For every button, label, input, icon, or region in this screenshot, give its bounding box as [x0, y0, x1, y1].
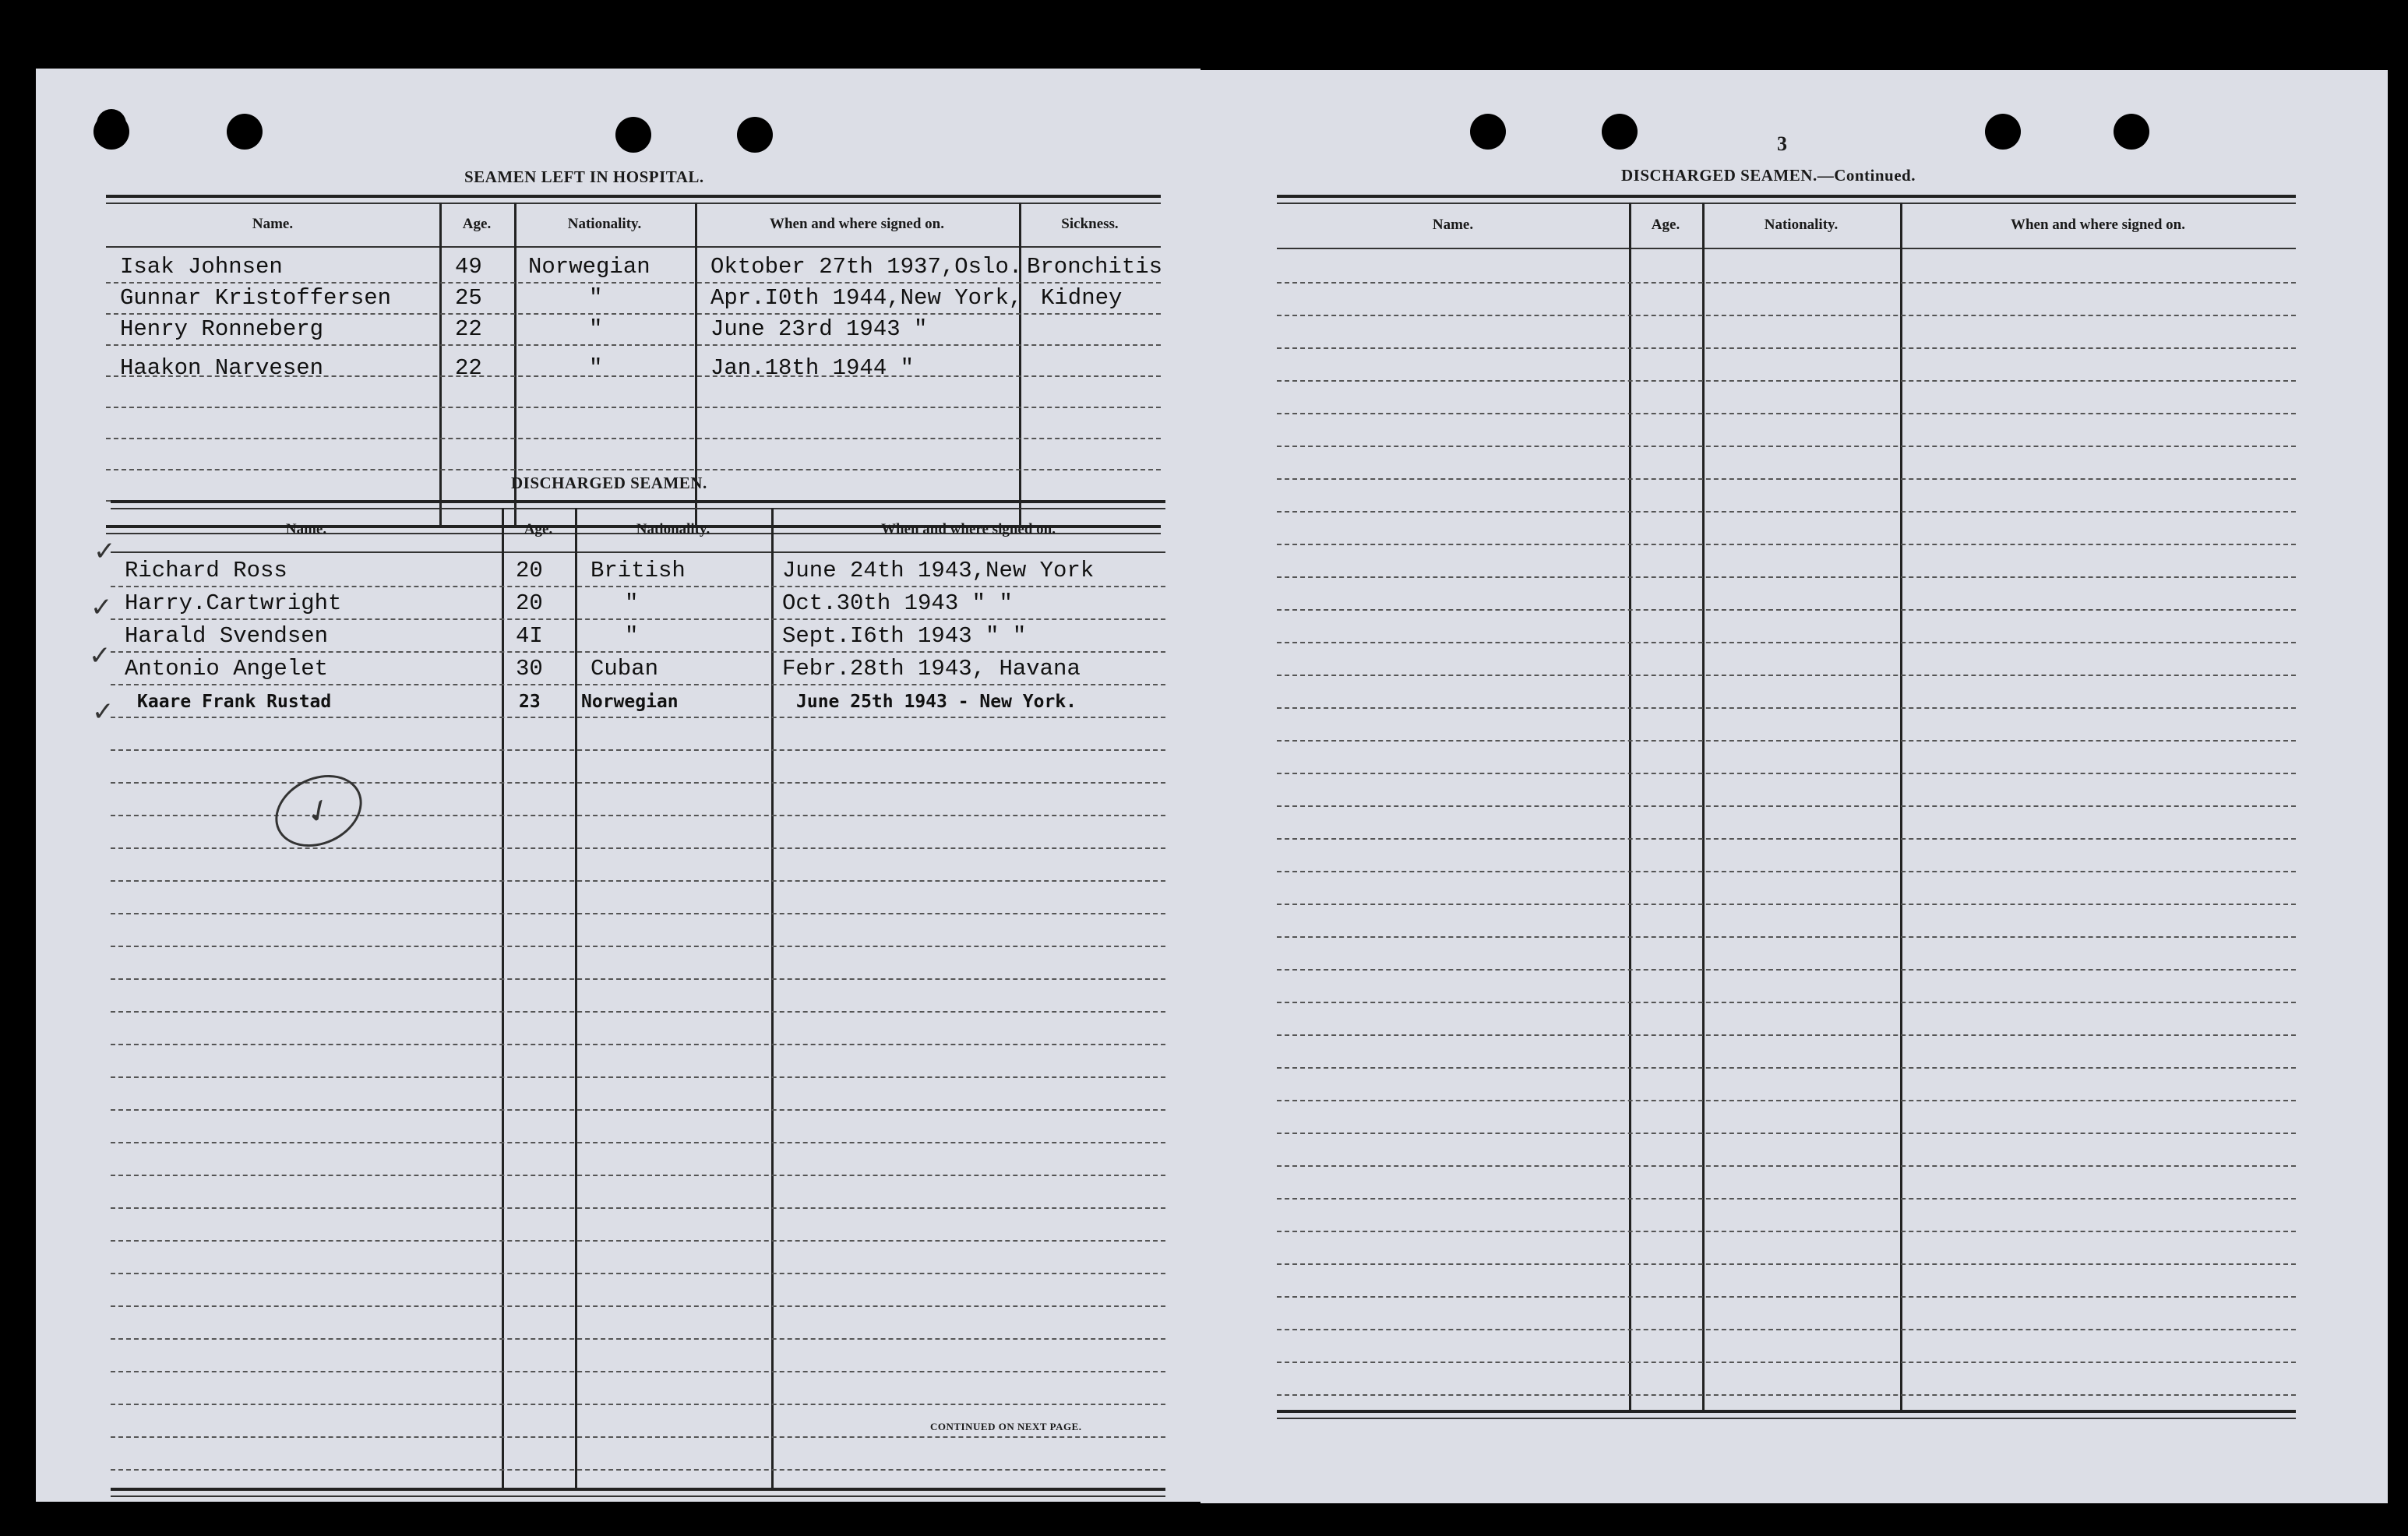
seaman-nationality: Cuban [591, 656, 659, 682]
seaman-nationality: " [625, 590, 639, 616]
discharged-table [111, 500, 1165, 1513]
header-signed-on: When and where signed on. [880, 521, 1056, 537]
check-mark: ✓ [93, 536, 116, 567]
header-age: Age. [462, 216, 492, 232]
seaman-name: Kaare Frank Rustad [137, 692, 332, 712]
ink-stamp-mark: ✓ [263, 762, 373, 861]
seaman-sickness: Kidney [1041, 285, 1123, 311]
seaman-age: 20 [516, 590, 543, 616]
header-age: Age. [1651, 217, 1680, 233]
seaman-name: Haakon Narvesen [120, 355, 324, 381]
hospital-header-row [106, 203, 1161, 246]
punch-hole [737, 117, 773, 153]
seaman-signed-on: Febr.28th 1943, Havana [782, 656, 1081, 682]
seaman-name: Gunnar Kristoffersen [120, 285, 392, 311]
seaman-age: 23 [519, 692, 541, 712]
seaman-age: 22 [455, 316, 482, 342]
seaman-age: 4I [516, 623, 543, 649]
page-number: 3 [1777, 132, 1787, 155]
seaman-signed-on: Oktober 27th 1937,Oslo. [710, 254, 1023, 280]
seaman-signed-on: June 25th 1943 - New York. [796, 692, 1077, 712]
check-mark: ✓ [89, 640, 111, 671]
punch-hole [97, 109, 126, 139]
left-page [36, 69, 1200, 1502]
hospital-section-title: SEAMEN LEFT IN HOSPITAL. [464, 167, 704, 186]
header-signed-on: When and where signed on. [769, 216, 944, 232]
seaman-nationality: " [625, 623, 639, 649]
header-nationality: Nationality. [636, 521, 710, 537]
check-mark: ✓ [92, 696, 115, 727]
seaman-name: Harry.Cartwright [125, 590, 342, 616]
header-signed-on: When and where signed on. [2010, 217, 2185, 233]
seaman-nationality: Norwegian [581, 692, 679, 712]
header-name: Name. [252, 216, 294, 232]
continued-header-row [1277, 203, 2296, 248]
check-mark: ✓ [90, 592, 113, 623]
seaman-signed-on: Jan.18th 1944 " [710, 355, 915, 381]
discharged-header-row [111, 508, 1165, 551]
seaman-age: 22 [455, 355, 482, 381]
header-sickness: Sickness. [1061, 216, 1119, 232]
seaman-age: 25 [455, 285, 482, 311]
punch-hole [615, 117, 651, 153]
header-name: Name. [1432, 217, 1474, 233]
punch-hole [2114, 114, 2149, 150]
seaman-name: Isak Johnsen [120, 254, 283, 280]
punch-hole [1602, 114, 1638, 150]
header-age: Age. [524, 521, 553, 537]
seaman-signed-on: Sept.I6th 1943 " " [782, 623, 1027, 649]
continued-note: CONTINUED ON NEXT PAGE. [930, 1421, 1082, 1432]
seaman-nationality: " [589, 285, 603, 311]
seaman-sickness: Bronchitis [1027, 254, 1163, 280]
header-nationality: Nationality. [1764, 217, 1839, 233]
seaman-name: Henry Ronneberg [120, 316, 324, 342]
continued-section-title: DISCHARGED SEAMEN.—Continued. [1621, 166, 1916, 185]
continued-table [1277, 195, 2296, 1488]
seaman-nationality: " [589, 355, 603, 381]
seaman-age: 20 [516, 558, 543, 583]
punch-hole [1985, 114, 2021, 150]
seaman-age: 30 [516, 656, 543, 682]
punch-hole [1470, 114, 1506, 150]
seaman-signed-on: June 23rd 1943 " [710, 316, 928, 342]
seaman-nationality: " [589, 316, 603, 342]
seaman-nationality: British [591, 558, 686, 583]
seaman-name: Richard Ross [125, 558, 287, 583]
seaman-name: Harald Svendsen [125, 623, 329, 649]
punch-hole [227, 114, 263, 150]
right-page [1200, 70, 2388, 1503]
seaman-signed-on: June 24th 1943,New York [782, 558, 1095, 583]
header-nationality: Nationality. [567, 216, 642, 232]
seaman-signed-on: Apr.I0th 1944,New York, [710, 285, 1023, 311]
seaman-name: Antonio Angelet [125, 656, 329, 682]
seaman-nationality: Norwegian [528, 254, 650, 280]
seaman-signed-on: Oct.30th 1943 " " [782, 590, 1013, 616]
seaman-age: 49 [455, 254, 482, 280]
discharged-section-title: DISCHARGED SEAMEN. [511, 474, 707, 492]
header-name: Name. [285, 521, 327, 537]
